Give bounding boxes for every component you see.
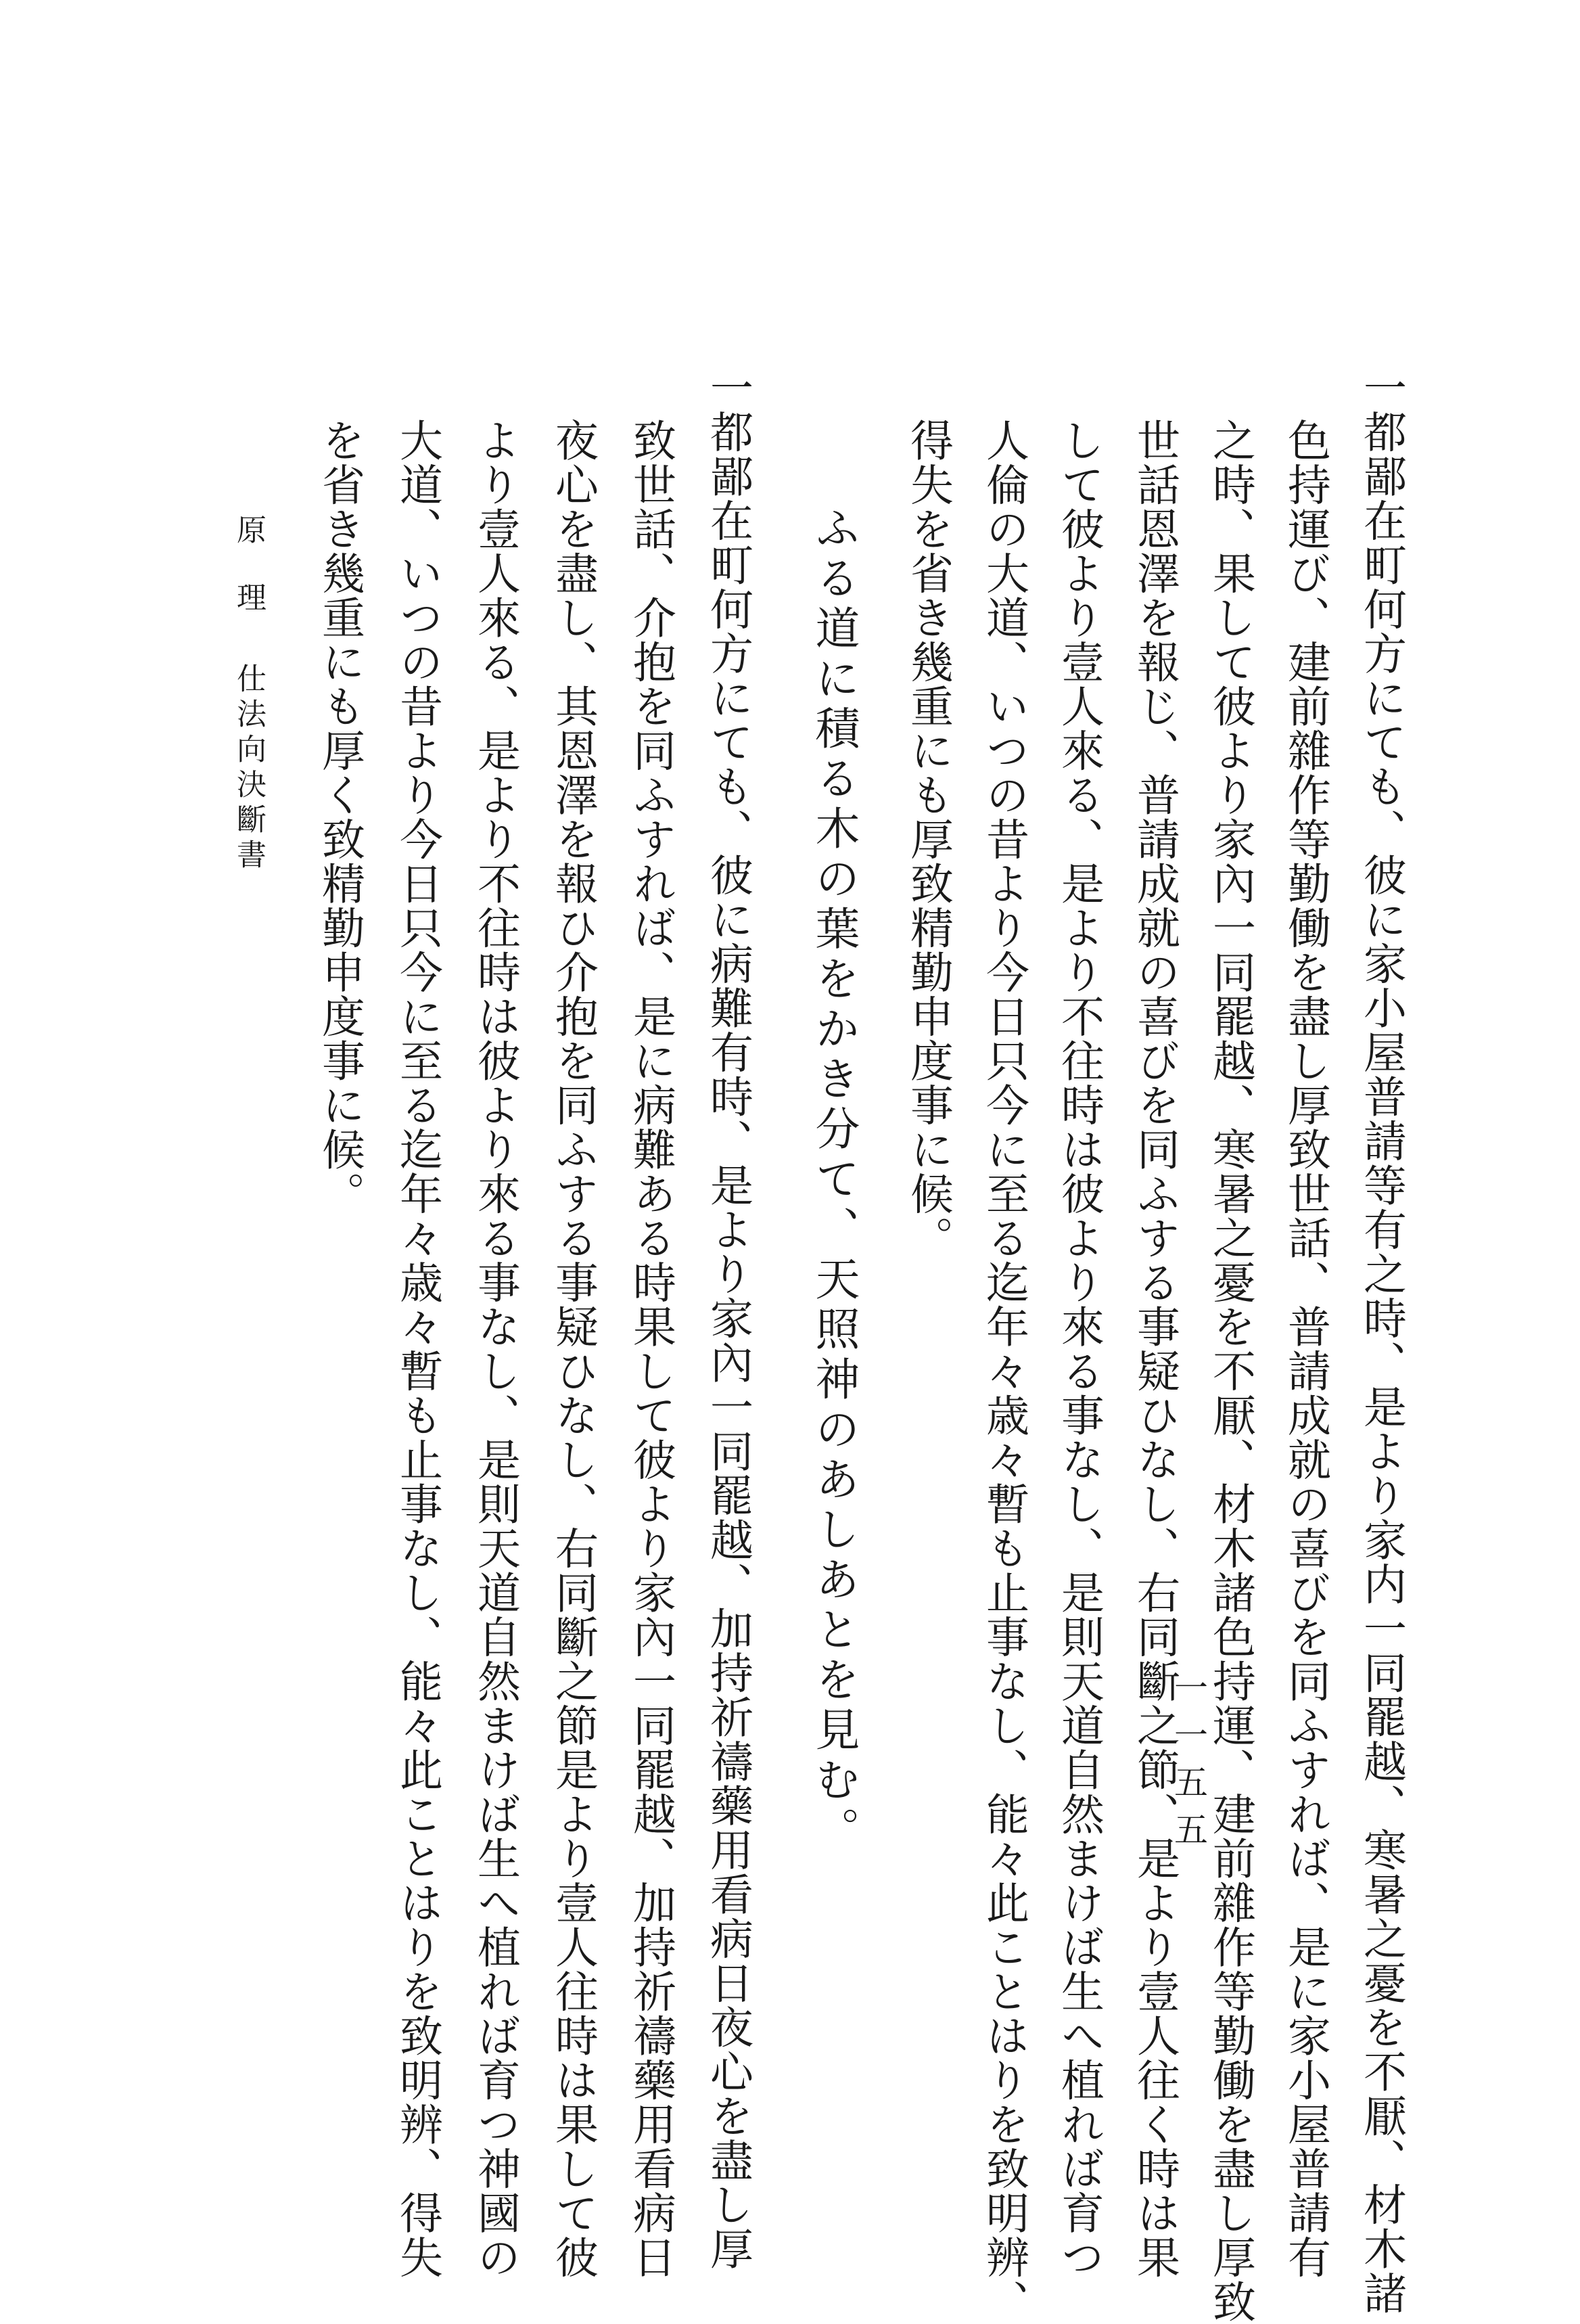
text-column-14: を省き幾重にも厚く致精勤申度事に候。 [315,418,365,1216]
text-column-6: 人倫の大道、いつの昔より今日只今に至る迄年々歳々暫も止事なし、能々此ことはりを致明辨、 [979,418,1029,2324]
book-title: 仕法向決斷書 [231,663,266,874]
text-column-4: 世話恩澤を報じ、普請成就の喜びを同ふする事疑ひなし、右同斷之節、是より壹人往く時は果 [1130,418,1180,2279]
text-column-9: 一都鄙在町何方にても、彼に病難有時、是より家內一同罷越、加持祈禱藥用看病日夜心を盡し厚 [703,365,753,2271]
section-label: 原 理 [231,514,266,616]
text-column-10: 致世話、介抱を同ふすれば、是に病難ある時果して彼より家內一同罷越、加持祈禱藥用看病日 [626,418,676,2279]
text-column-12: より壹人來る、是より不往時は彼より來る事なし、是則天道自然まけば生へ植れば育つ神國の [470,418,520,2279]
page-number: 一一五五 [1169,1670,1208,1859]
text-column-7: 得失を省き幾重にも厚致精勤申度事に候。 [903,418,953,1260]
text-column-11: 夜心を盡し、其恩澤を報ひ介抱を同ふする事疑ひなし、右同斷之節是より壹人往時は果して彼 [548,418,598,2279]
verse-column: ふる道に積る木の葉をかき分て、天照神のあしあとを見む。 [808,505,860,1856]
text-column-3: 之時、果して彼より家內一同罷越、寒暑之憂を不厭、材木諸色持運、建前雜作等勤働を盡し厚致 [1205,418,1255,2324]
text-column-1: 一都鄙在町何方にても、彼に家小屋普請等有之時、是より家内一同罷越、寒暑之憂を不厭、材木諸 [1356,365,1406,2315]
text-column-5: して彼より壹人來る、是より不往時は彼より來る事なし、是則天道自然まけば生へ植れば育つ [1054,418,1104,2279]
text-column-2: 色持運び、建前雜作等勤働を盡し厚致世話、普請成就の喜びを同ふすれば、是に家小屋普請有 [1280,418,1330,2279]
text-column-13: 大道、いつの昔より今日只今に至る迄年々歳々暫も止事なし、能々此ことはりを致明辨、得失 [392,418,442,2279]
